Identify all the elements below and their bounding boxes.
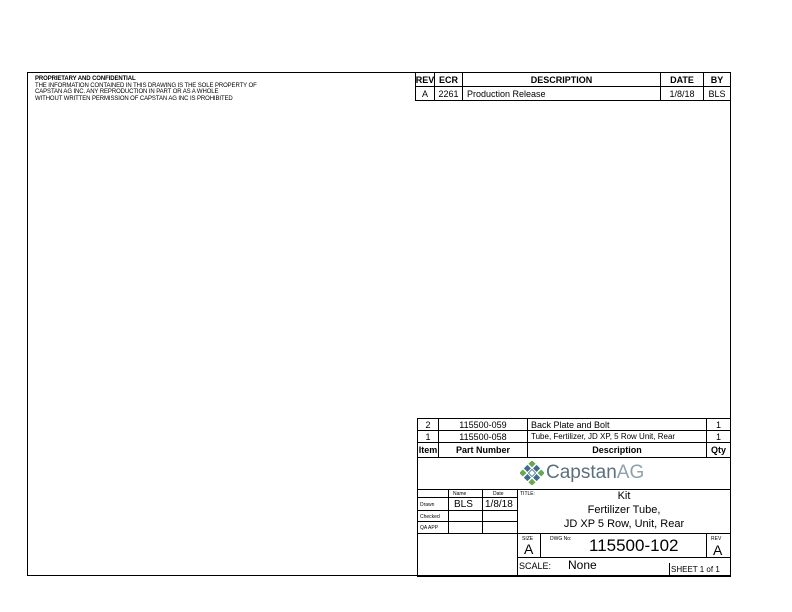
proprietary-line: CAPSTAN AG INC. ANY REPRODUCTION IN PART OR AS A WHOLE xyxy=(35,89,219,96)
description-header: DESCRIPTION xyxy=(462,72,661,87)
date-label: Date xyxy=(493,491,504,497)
date-header: DATE xyxy=(660,72,704,87)
proprietary-notice xyxy=(35,76,257,102)
dwg-number: 115500-102 xyxy=(589,536,679,555)
bom-description: Tube, Fertilizer, JD XP, 5 Row Unit, Rear xyxy=(527,430,707,443)
title-label: TITLE: xyxy=(520,491,536,497)
bom-qty: 1 xyxy=(706,430,731,443)
ecr-cell: 2261 xyxy=(434,86,463,101)
checked-label: Checked xyxy=(420,514,440,520)
rev-value: A xyxy=(713,542,723,558)
ecr-header: ECR xyxy=(434,72,463,87)
size-value: A xyxy=(524,541,534,557)
date-cell: 1/8/18 xyxy=(660,86,704,101)
bom-part-number: 115500-059 xyxy=(438,418,528,431)
bom-description-header: Description xyxy=(527,442,707,458)
capstan-mark-icon xyxy=(520,461,544,485)
logo-text-ag: AG xyxy=(616,462,645,483)
bom-item: 1 xyxy=(417,430,439,443)
drawing-title xyxy=(517,489,731,531)
description-cell: Production Release xyxy=(462,86,661,101)
bom-qty-header: Qty xyxy=(706,442,731,458)
title-line: Fertilizer Tube, xyxy=(587,504,661,516)
capstan-logo xyxy=(520,460,644,486)
scale-value: None xyxy=(568,558,597,572)
bom-item-header: Item xyxy=(417,442,439,458)
rev-label: REV xyxy=(711,536,722,542)
by-cell: BLS xyxy=(703,86,731,101)
bom-part-number-header: Part Number xyxy=(438,442,528,458)
drawn-name: BLS xyxy=(454,499,473,510)
name-label: Name xyxy=(453,491,467,497)
bom-part-number: 115500-058 xyxy=(438,430,528,443)
title-line: JD XP 5 Row, Unit, Rear xyxy=(563,518,685,530)
proprietary-line: WITHOUT WRITTEN PERMISSION OF CAPSTAN AG INC IS PROHIBITED xyxy=(35,95,233,102)
drawn-date: 1/8/18 xyxy=(485,499,513,510)
dwg-no-label: DWG No: xyxy=(550,536,572,542)
scale-label: SCALE: xyxy=(519,561,552,571)
title-line: Kit xyxy=(617,490,631,502)
by-header: BY xyxy=(703,72,731,87)
bom-description: Back Plate and Bolt xyxy=(527,418,707,431)
drawn-label: Drawn xyxy=(420,502,435,508)
rev-cell: A xyxy=(415,86,435,101)
sheet-label: SHEET 1 of 1 xyxy=(671,565,720,574)
proprietary-line: THE INFORMATION CONTAINED IN THIS DRAWING IS THE SOLE PROPERTY OF xyxy=(35,82,257,89)
qa-label: QA APP xyxy=(420,525,439,531)
logo-text-capstan: Capstan xyxy=(546,462,617,483)
rev-header: REV xyxy=(415,72,435,87)
bom-qty: 1 xyxy=(706,418,731,431)
size-label: SIZE xyxy=(522,536,534,542)
proprietary-heading: PROPRIETARY AND CONFIDENTIAL xyxy=(35,76,136,82)
bom-item: 2 xyxy=(417,418,439,431)
